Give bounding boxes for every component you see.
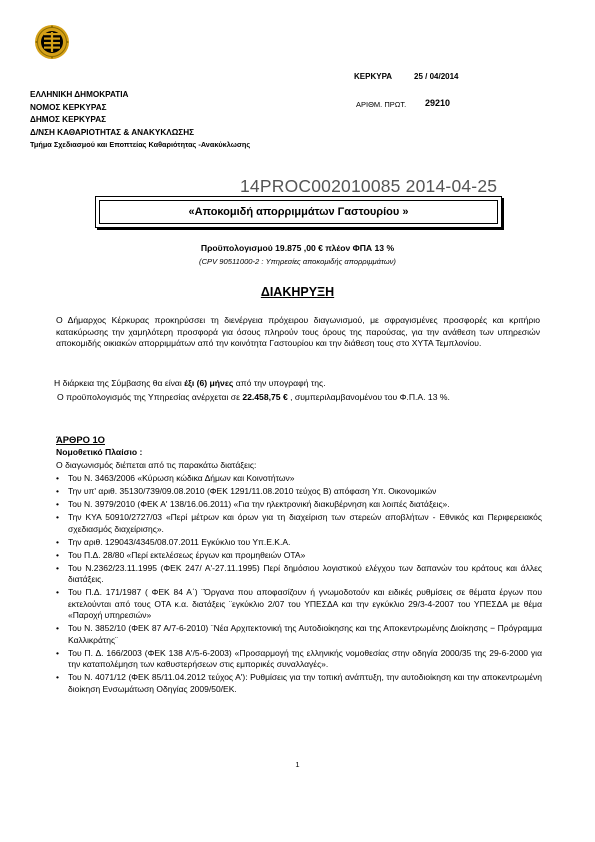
duration-text: Η διάρκεια της Σύμβασης θα είναι <box>54 378 185 388</box>
bullet-icon: • <box>56 499 59 510</box>
issuer-line: ΔΗΜΟΣ ΚΕΡΚΥΡΑΣ <box>30 115 107 125</box>
list-item-text: Του Π.Δ. 28/80 «Περί εκτελέσεως έργων και προμηθειών ΟΤΑ» <box>68 549 306 560</box>
bullet-icon: • <box>56 623 59 634</box>
bullet-icon: • <box>56 473 59 483</box>
legal-framework-list <box>56 473 542 697</box>
duration-line <box>54 378 326 388</box>
intro-paragraph: Ο Δήμαρχος Κέρκυρας προκηρύσσει τη διενέργεια πρόχειρου διαγωνισμού, με σφραγισμένες προσφορές και κριτήριο κατακύρωσης την χαμηλότερη προσφορά για όσους πληρούν τους όρους της παρούσας, για την ανάθεση των υπηρεσιών αποκομιδής οικιακών απορριμμάτων από την κοινότητα Γαστουρίου και την διάθεση τους στο ΧΥΤΑ Τεμπλονίου. <box>56 315 540 349</box>
bullet-icon: • <box>56 486 59 497</box>
protocol-label: ΑΡΙΘΜ. ΠΡΩΤ. <box>356 100 407 109</box>
list-item <box>56 499 542 510</box>
list-item-text: Του Ν. 3979/2010 (ΦΕΚ Α' 138/16.06.2011) «Για την ηλεκτρονική διακυβέρνηση και λοιπές διατάξεις». <box>68 499 450 510</box>
date: 25 / 04/2014 <box>414 72 459 81</box>
list-item-text: Την ΚΥΑ 50910/2727/03 «Περί μέτρων και όρων για τη διαχείριση των στερεών αποβλήτων - Εθνικός και Περιφερειακός σχεδιασμός διαχείρισης». <box>68 512 542 534</box>
list-item-text: Του Ν. 3852/10 (ΦΕΚ 87 Α/7-6-2010) ¨Νέα Αρχιτεκτονική της Αυτοδιοίκησης και της Αποκεντρωμένης Διοίκησης − Πρόγραμμα Καλλικράτης¨ <box>68 623 542 645</box>
cpv-code: (CPV 90511000-2 : Υπηρεσίες αποκομιδής απορριμμάτων) <box>199 257 396 266</box>
bullet-icon: • <box>56 562 59 573</box>
list-item <box>56 473 542 484</box>
issuer-line: ΕΛΛΗΝΙΚΗ ΔΗΜΟΚΡΑΤΙΑ <box>30 90 129 99</box>
list-item <box>56 672 542 695</box>
ada-stamp: 14PROC002010085 2014-04-25 <box>240 176 498 196</box>
list-item <box>56 623 542 646</box>
issuer-line: Δ/ΝΣΗ ΚΑΘΑΡΙΟΤΗΤΑΣ & ΑΝΑΚΥΚΛΩΣΗΣ <box>30 127 195 137</box>
bullet-icon: • <box>56 647 59 658</box>
list-item <box>56 512 542 535</box>
document-title: «Αποκομιδή απορριμμάτων Γαστουρίου » <box>99 200 498 224</box>
bullet-icon: • <box>56 672 59 683</box>
bullet-icon: • <box>56 587 59 598</box>
protocol-number: 29210 <box>425 98 451 108</box>
page-number: 1 <box>295 760 300 769</box>
issuer-block <box>30 89 250 152</box>
duration-text-end: από την υπογραφή της. <box>233 378 326 388</box>
list-item <box>56 486 542 497</box>
list-item-text: Την υπ' αριθ. 35130/739/09.08.2010 (ΦΕΚ 1291/11.08.2010 τεύχος Β) απόφαση Υπ. Οικονομικών <box>68 486 437 497</box>
framework-label: Νομοθετικό Πλαίσιο : <box>56 447 143 457</box>
bullet-icon: • <box>56 536 59 547</box>
duration-value: έξι (6) μήνες <box>184 378 234 388</box>
list-item <box>56 563 542 586</box>
budget-total: 22.458,75 € <box>242 392 288 402</box>
issuer-line: ΝΟΜΟΣ ΚΕΡΚΥΡΑΣ <box>30 102 107 112</box>
document-heading: ΔΙΑΚΗΡΥΞΗ <box>260 285 335 299</box>
greek-emblem-icon <box>34 24 70 60</box>
list-item <box>56 587 542 621</box>
bullet-icon: • <box>56 549 59 560</box>
budget-text: Ο προϋπολογισμός της Υπηρεσίας ανέρχεται σε <box>57 392 243 402</box>
bullet-icon: • <box>56 512 59 523</box>
list-item-text: Του Ν.2362/23.11.1995 (ΦΕΚ 247/ Α'-27.11.1995) Περί δημόσιου λογιστικού ελέγχου των δαπανών του κράτους και άλλες διατάξεις. <box>68 562 542 585</box>
list-item-text: Του Ν. 4071/12 (ΦΕΚ 85/11.04.2012 τεύχος Α'): Ρυθμίσεις για την τοπική ανάπτυξη, την αυτοδιοίκηση και την αποκεντρωμένη διοίκηση Ενσωμάτωση Οδηγίας 2009/50/ΕΚ. <box>68 672 542 694</box>
list-item-text: Του Ν. 3463/2006 «Κύρωση κώδικα Δήμων και Κοινοτήτων» <box>68 473 295 483</box>
list-item <box>56 537 542 548</box>
list-item-text: Του Π. Δ. 166/2003 (ΦΕΚ 138 Α'/5-6-2003) «Προσαρμογή της ελληνικής νομοθεσίας στην οδηγία 2000/35 της 29-6-2000 για την καταπολέμηση των καθυστερήσεων στις εμπορικές συναλλαγές». <box>68 647 542 670</box>
article-heading: ΆΡΘΡΟ 1Ο <box>56 434 105 445</box>
department-line: Τμήμα Σχεδιασμού και Εποπτείας Καθαριότητας -Ανακύκλωσης <box>30 140 251 150</box>
list-item-text: Την αριθ. 129043/4345/08.07.2011 Εγκύκλιο του Υπ.Ε.Κ.Α. <box>68 536 291 547</box>
budget-line <box>57 392 450 402</box>
title-box <box>95 196 502 228</box>
list-item <box>56 550 542 561</box>
place: ΚΕΡΚΥΡΑ <box>354 72 393 81</box>
list-item-text: Του Π.Δ. 171/1987 ( ΦΕΚ 84 Α΄) ¨Όργανα που αποφασίζουν ή γνωμοδοτούν και ειδικές ρυθμίσεις σε θέματα έργων που εκτελούνται από τους ΟΤΑ κ.α. διατάξεις ¨εγκύκλιο 2/07 του ΥΠΕΣΔΑ και την εγκύκλιο 29/3-4-2007 του ΥΠΕΣΔΑ με θέμα «Παροχή υπηρεσιών» <box>68 587 542 621</box>
budget-text-end: , συμπεριλαμβανομένου του Φ.Π.Α. 13 %. <box>287 392 450 402</box>
budget-summary: Προϋπολογισμού 19.875 ,00 € πλέον ΦΠΑ 13 % <box>200 243 395 253</box>
framework-intro: Ο διαγωνισμός διέπεται από τις παρακάτω διατάξεις: <box>56 460 257 470</box>
list-item <box>56 648 542 671</box>
